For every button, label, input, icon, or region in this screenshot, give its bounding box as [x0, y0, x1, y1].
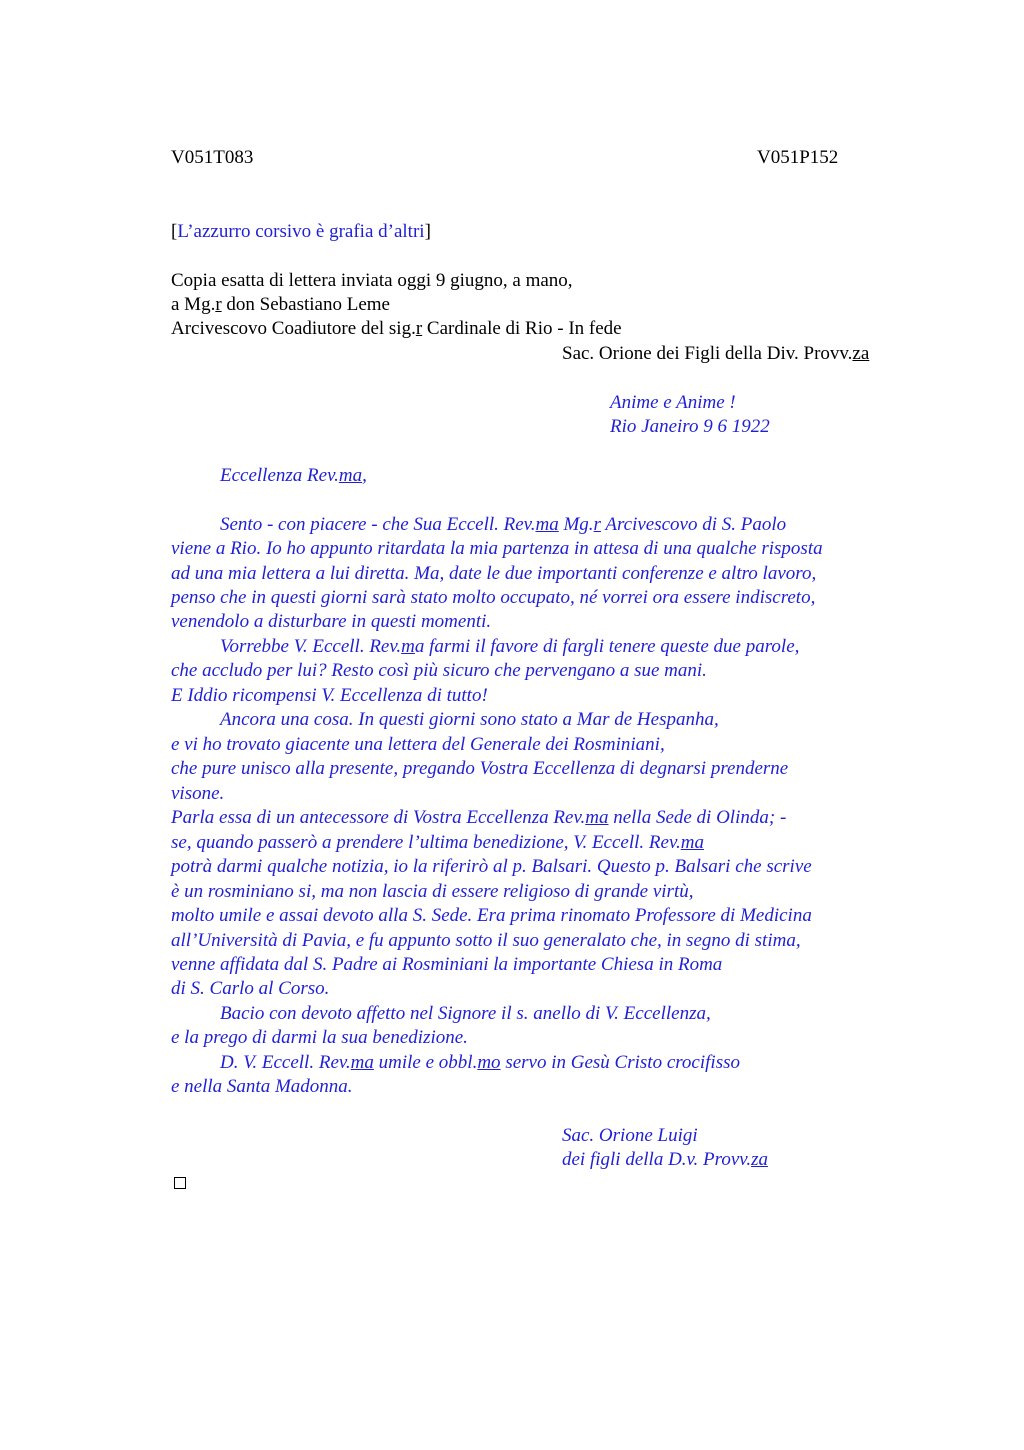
note-close-bracket: ] [424, 221, 431, 242]
editorial-note [171, 220, 431, 244]
body-line [220, 513, 786, 537]
body-abbr: mo [477, 1052, 501, 1073]
salutation-comma: , [362, 465, 367, 486]
body-line: e nella Santa Madonna. [171, 1076, 353, 1097]
body-text: a farmi il favore di fargli tenere queste due parole, [414, 636, 800, 657]
body-line: Bacio con devoto affetto nel Signore il s. anello di V. Eccellenza, [220, 1003, 711, 1024]
body-line: Ancora una cosa. In questi giorni sono stato a Mar de Hespanha, [220, 709, 719, 730]
intro-line-3-abbr: r [415, 318, 423, 339]
body-line: viene a Rio. Io ho appunto ritardata la mia partenza in attesa di una qualche risposta [171, 538, 823, 559]
letter-motto: Anime e Anime ! [610, 392, 736, 413]
body-text: Arcivescovo di S. Paolo [600, 514, 787, 535]
intro-line-3-rest: Cardinale di Rio - In fede [422, 318, 622, 339]
body-line: di S. Carlo al Corso. [171, 978, 330, 999]
signature-text: dei figli della D.v. Provv. [562, 1149, 752, 1170]
intro-line-3 [171, 317, 622, 341]
letter-place-date: Rio Janeiro 9 6 1922 [610, 416, 770, 437]
body-line [171, 806, 786, 830]
salutation-part: Eccellenza Rev. [220, 465, 339, 486]
body-text: umile e obbl. [373, 1052, 478, 1073]
body-line [220, 1051, 740, 1075]
body-line: molto umile e assai devoto alla S. Sede. Era prima rinomato Professore di Medicina [171, 905, 812, 926]
body-abbr: ma [680, 832, 704, 853]
body-line: all’Università di Pavia, e fu appunto sotto il suo generalato che, in segno di stima, [171, 930, 801, 951]
signature-congregation [562, 1148, 768, 1172]
body-line: che pure unisco alla presente, pregando Vostra Eccellenza di degnarsi prenderne [171, 758, 789, 779]
intro-line-2-part: a Mg. [171, 294, 216, 315]
body-abbr: ma [585, 807, 609, 828]
body-abbr: r [593, 514, 601, 535]
intro-line-2 [171, 293, 390, 317]
intro-line-2-rest: don Sebastiano Leme [221, 294, 390, 315]
body-line: che accludo per lui? Resto così più sicuro che pervengano a sue mani. [171, 660, 707, 681]
note-text: L’azzurro corsivo è grafia d’altri [177, 221, 425, 242]
body-text: servo in Gesù Cristo crocifisso [500, 1052, 740, 1073]
body-line: e la prego di darmi la sua benedizione. [171, 1027, 468, 1048]
body-line: E Iddio ricompensi V. Eccellenza di tutto! [171, 685, 488, 706]
document-code-left: V051T083 [171, 147, 254, 168]
salutation-abbr: ma [338, 465, 363, 486]
intro-line-4 [562, 342, 869, 366]
body-text: nella Sede di Olinda; - [608, 807, 787, 828]
body-abbr: m [401, 636, 415, 657]
body-text: Mg. [558, 514, 594, 535]
body-line: e vi ho trovato giacente una lettera del Generale dei Rosminiani, [171, 734, 665, 755]
body-line: potrà darmi qualche notizia, io la riferirò al p. Balsari. Questo p. Balsari che scrive [171, 856, 812, 877]
signature-abbr: za [751, 1149, 768, 1170]
page-code-right: V051P152 [757, 147, 839, 168]
note-open-bracket: [ [171, 221, 178, 242]
body-line: è un rosminiano si, ma non lascia di essere religioso di grande virtù, [171, 881, 694, 902]
intro-line-1: Copia esatta di lettera inviata oggi 9 giugno, a mano, [171, 270, 573, 291]
body-line: venendolo a disturbare in questi momenti. [171, 611, 492, 632]
body-line: visone. [171, 783, 225, 804]
end-marker-icon [174, 1177, 186, 1189]
body-text: D. V. Eccell. Rev. [220, 1052, 351, 1073]
letter-salutation [220, 464, 367, 488]
body-abbr: ma [350, 1052, 374, 1073]
body-text: Vorrebbe V. Eccell. Rev. [220, 636, 402, 657]
body-line: venne affidata dal S. Padre ai Rosminiani la importante Chiesa in Roma [171, 954, 723, 975]
body-line [171, 831, 704, 855]
intro-line-3-part: Arcivescovo Coadiutore del sig. [171, 318, 416, 339]
body-line: penso che in questi giorni sarà stato molto occupato, né vorrei ora essere indiscreto, [171, 587, 816, 608]
body-text: Parla essa di un antecessore di Vostra Eccellenza Rev. [171, 807, 586, 828]
body-abbr: ma [535, 514, 559, 535]
intro-line-4-abbr: za [852, 343, 870, 364]
intro-line-2-abbr: r [215, 294, 222, 315]
intro-line-4-part: Sac. Orione dei Figli della Div. Provv. [562, 343, 853, 364]
body-line [220, 635, 799, 659]
signature-name: Sac. Orione Luigi [562, 1125, 698, 1146]
body-line: ad una mia lettera a lui diretta. Ma, date le due importanti conferenze e altro lavoro, [171, 563, 817, 584]
body-text: se, quando passerò a prendere l’ultima benedizione, V. Eccell. Rev. [171, 832, 681, 853]
body-text: Sento - con piacere - che Sua Eccell. Rev. [220, 514, 536, 535]
